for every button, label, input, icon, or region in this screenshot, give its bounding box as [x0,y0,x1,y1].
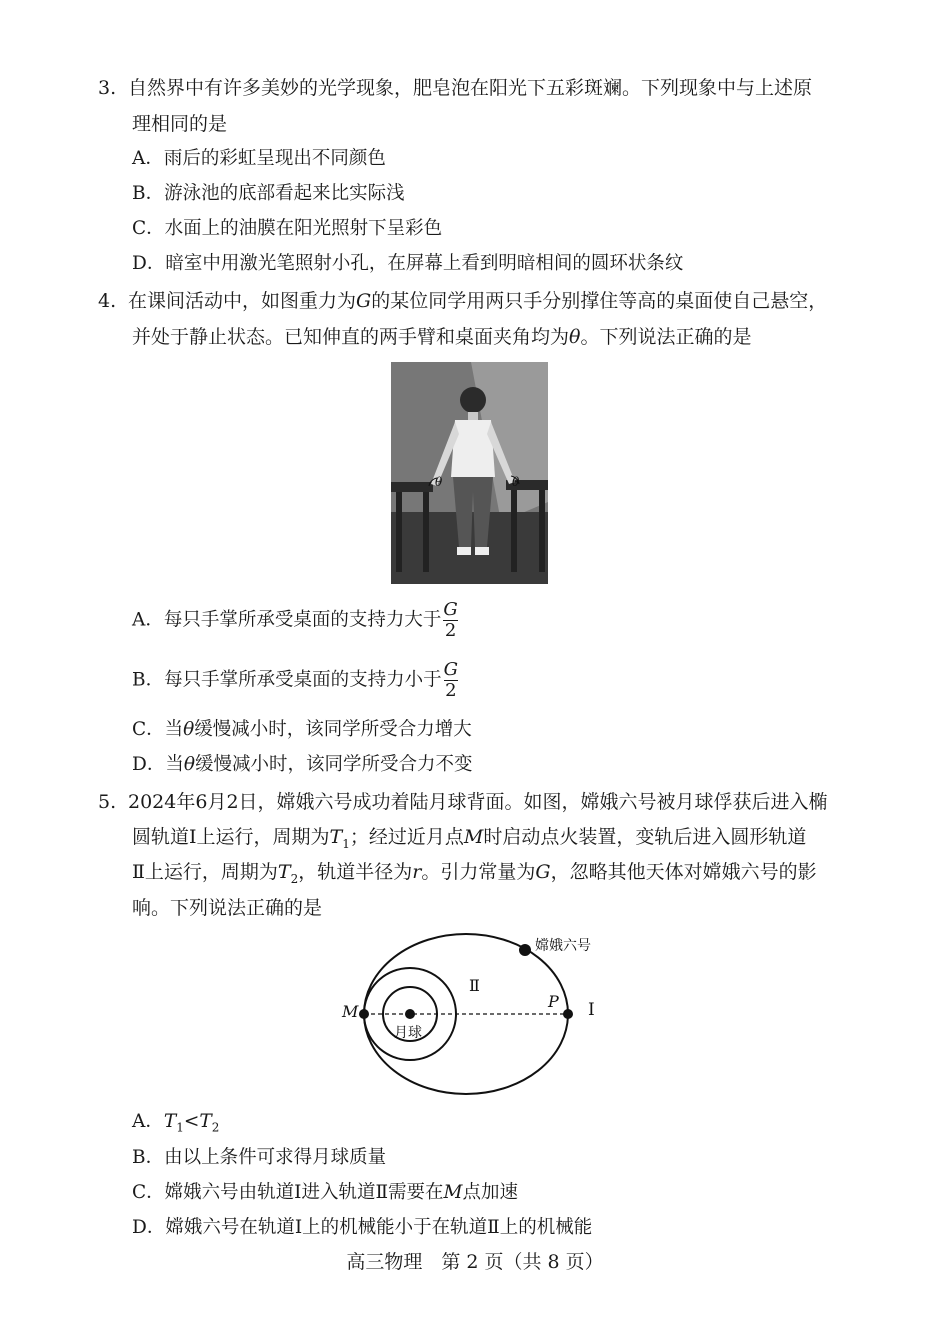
point-m-label: M [342,1002,359,1021]
q5-line1: 5. 2024年6月2日，嫦娥六号成功着陆月球背面。如图，嫦娥六号被月球俘获后进入椭 [98,791,828,813]
q3-option-a: A．雨后的彩虹呈现出不同颜色 [132,148,386,169]
q5-option-d: D．嫦娥六号在轨道Ⅰ上的机械能小于在轨道Ⅱ上的机械能 [132,1217,593,1238]
q4-number: 4. [98,290,117,312]
q5-option-c: C．嫦娥六号由轨道Ⅰ进入轨道Ⅱ需要在M点加速 [132,1182,519,1203]
student-photo [391,362,548,584]
orbit-1-label: Ⅰ [588,1000,595,1020]
q5-line2: 圆轨道Ⅰ上运行，周期为$T_1$；经过近月点M时启动点火装置，变轨后进入圆形轨道 [132,826,807,851]
point-m-dot [359,1009,369,1019]
orbit-diagram [330,925,620,1100]
fraction-g-over-2: $\frac{G}{2}$ [443,659,458,701]
q3-line2: 理相同的是 [132,113,228,135]
q5-number: 5. [98,791,117,813]
page-footer: 高三物理 第 2 页（共 8 页） [346,1251,604,1273]
q3-line1: 3. 自然界中有许多美妙的光学现象，肥皂泡在阳光下五彩斑斓。下列现象中与上述原 [98,77,813,99]
student-photo-illustration [391,362,548,584]
q3-option-d: D．暗室中用激光笔照射小孔，在屏幕上看到明暗相间的圆环状条纹 [132,253,684,274]
angle-label-left: θ [435,475,443,489]
q5-line4: 响。下列说法正确的是 [132,897,323,919]
moon-label: 月球 [394,1025,422,1041]
probe-dot [519,944,531,956]
q5-option-b: B．由以上条件可求得月球质量 [132,1147,387,1168]
angle-label-right: θ [512,475,520,489]
orbit-2-label: Ⅱ [469,976,480,995]
q3-number: 3. [98,77,117,99]
q5-option-a: A．$T_1<T_2$ [132,1111,220,1135]
point-p-dot [563,1009,573,1019]
q5-line3: Ⅱ上运行，周期为$T_2$，轨道半径为r。引力常量为G，忽略其他天体对嫦娥六号的影 [132,861,817,886]
probe-label: 嫦娥六号 [535,938,591,954]
q4-option-d: D．当θ缓慢减小时，该同学所受合力不变 [132,754,473,775]
q3-option-b: B．游泳池的底部看起来比实际浅 [132,183,405,204]
q4-option-a: A．每只手掌所承受桌面的支持力大于 $\frac{G}{2}$ [132,599,458,641]
q4-line1: 4. 在课间活动中，如图重力为G的某位同学用两只手分别撑住等高的桌面使自己悬空， [98,290,828,312]
fraction-g-over-2: $\frac{G}{2}$ [443,599,458,641]
q4-option-c: C．当θ缓慢减小时，该同学所受合力增大 [132,719,472,740]
point-p-label: P [548,992,559,1011]
moon-center-dot [405,1009,415,1019]
q4-option-b: B．每只手掌所承受桌面的支持力小于 $\frac{G}{2}$ [132,659,458,701]
q4-line2: 并处于静止状态。已知伸直的两手臂和桌面夹角均为θ。下列说法正确的是 [132,326,752,348]
q3-option-c: C．水面上的油膜在阳光照射下呈彩色 [132,218,443,239]
